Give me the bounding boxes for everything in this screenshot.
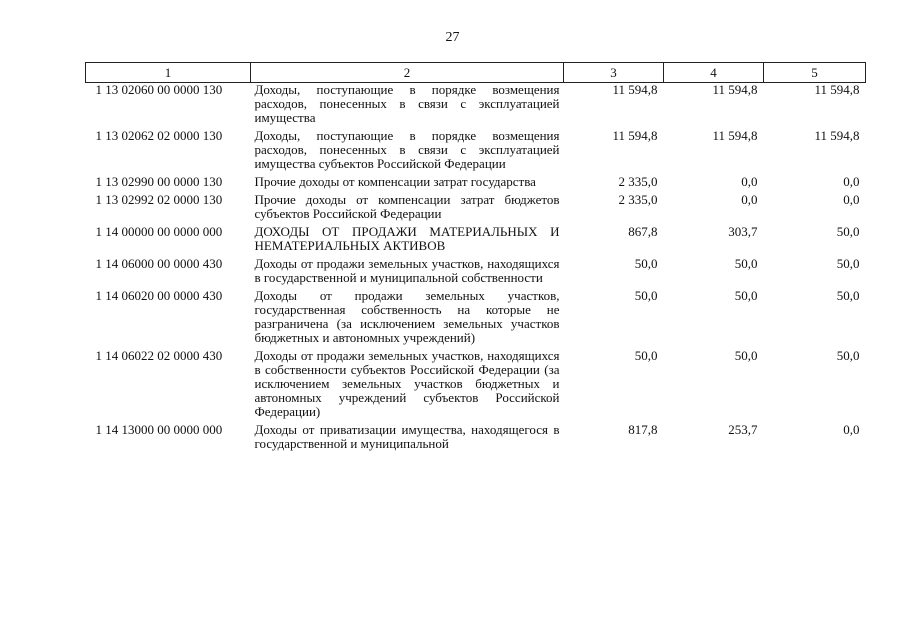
value-col5: 50,0 bbox=[836, 256, 860, 271]
value-col5: 0,0 bbox=[843, 192, 860, 207]
table-row bbox=[86, 83, 866, 130]
budget-code: 1 13 02992 02 0000 130 bbox=[95, 192, 223, 207]
table-row bbox=[86, 193, 866, 225]
revenue-name: Доходы от продажи земельных участков, государственная собственность на которые не разграничена (за исключением земельных участков бюджетных и автономных учреждений) bbox=[254, 288, 560, 345]
budget-code: 1 14 06000 00 0000 430 bbox=[95, 256, 223, 271]
value-col3: 2 335,0 bbox=[618, 192, 658, 207]
budget-code: 1 14 06022 02 0000 430 bbox=[95, 348, 223, 363]
value-col5: 11 594,8 bbox=[814, 128, 860, 143]
value-col3: 50,0 bbox=[634, 348, 658, 363]
value-col4: 253,7 bbox=[728, 422, 758, 437]
value-col4: 11 594,8 bbox=[712, 82, 758, 97]
budget-code: 1 14 00000 00 0000 000 bbox=[95, 224, 223, 239]
value-col3: 817,8 bbox=[628, 422, 658, 437]
value-col4: 50,0 bbox=[734, 256, 758, 271]
value-col5: 11 594,8 bbox=[814, 82, 860, 97]
value-col4: 50,0 bbox=[734, 288, 758, 303]
table-row bbox=[86, 423, 866, 455]
table-row bbox=[86, 289, 866, 349]
value-col3: 11 594,8 bbox=[612, 82, 658, 97]
column-header-1: 1 bbox=[86, 63, 251, 83]
value-col4: 303,7 bbox=[728, 224, 758, 239]
budget-code: 1 13 02062 02 0000 130 bbox=[95, 128, 223, 143]
revenue-name: Доходы, поступающие в порядке возмещения расходов, понесенных в связи с эксплуатацией имущества субъектов Российской Федерации bbox=[254, 128, 560, 171]
column-header-4: 4 bbox=[664, 63, 764, 83]
value-col5: 50,0 bbox=[836, 288, 860, 303]
value-col5: 0,0 bbox=[843, 422, 860, 437]
revenue-name: Доходы от приватизации имущества, находящегося в государственной и муниципальной bbox=[254, 422, 560, 451]
revenue-name: Прочие доходы от компенсации затрат бюджетов субъектов Российской Федерации bbox=[254, 192, 560, 221]
value-col4: 50,0 bbox=[734, 348, 758, 363]
value-col3: 11 594,8 bbox=[612, 128, 658, 143]
column-header-3: 3 bbox=[564, 63, 664, 83]
table-row bbox=[86, 225, 866, 257]
value-col4: 0,0 bbox=[741, 174, 758, 189]
revenue-name: Доходы от продажи земельных участков, находящихся в государственной и муниципальной собственности bbox=[254, 256, 560, 285]
budget-code: 1 13 02990 00 0000 130 bbox=[95, 174, 223, 189]
value-col5: 50,0 bbox=[836, 224, 860, 239]
budget-code: 1 14 13000 00 0000 000 bbox=[95, 422, 223, 437]
value-col5: 50,0 bbox=[836, 348, 860, 363]
value-col3: 50,0 bbox=[634, 256, 658, 271]
value-col4: 11 594,8 bbox=[712, 128, 758, 143]
table-row bbox=[86, 175, 866, 193]
column-header-2: 2 bbox=[251, 63, 564, 83]
page-number: 27 bbox=[445, 30, 460, 45]
budget-code: 1 14 06020 00 0000 430 bbox=[95, 288, 223, 303]
budget-code: 1 13 02060 00 0000 130 bbox=[95, 82, 223, 97]
table-row bbox=[86, 129, 866, 175]
revenue-table bbox=[85, 62, 866, 455]
revenue-name: Прочие доходы от компенсации затрат государства bbox=[254, 174, 536, 189]
value-col3: 867,8 bbox=[628, 224, 658, 239]
revenue-name: Доходы, поступающие в порядке возмещения расходов, понесенных в связи с эксплуатацией имущества bbox=[254, 82, 560, 125]
value-col5: 0,0 bbox=[843, 174, 860, 189]
value-col3: 50,0 bbox=[634, 288, 658, 303]
revenue-name: ДОХОДЫ ОТ ПРОДАЖИ МАТЕРИАЛЬНЫХ И НЕМАТЕРИАЛЬНЫХ АКТИВОВ bbox=[254, 224, 560, 253]
table-row bbox=[86, 349, 866, 423]
header-row bbox=[86, 63, 866, 83]
table-row bbox=[86, 257, 866, 289]
value-col3: 2 335,0 bbox=[618, 174, 658, 189]
value-col4: 0,0 bbox=[741, 192, 758, 207]
revenue-name: Доходы от продажи земельных участков, находящихся в собственности субъектов Российской Федерации (за исключением земельных участков бюджетных и автономных учреждений субъектов Российской Федерации) bbox=[254, 348, 560, 419]
column-header-5: 5 bbox=[764, 63, 866, 83]
